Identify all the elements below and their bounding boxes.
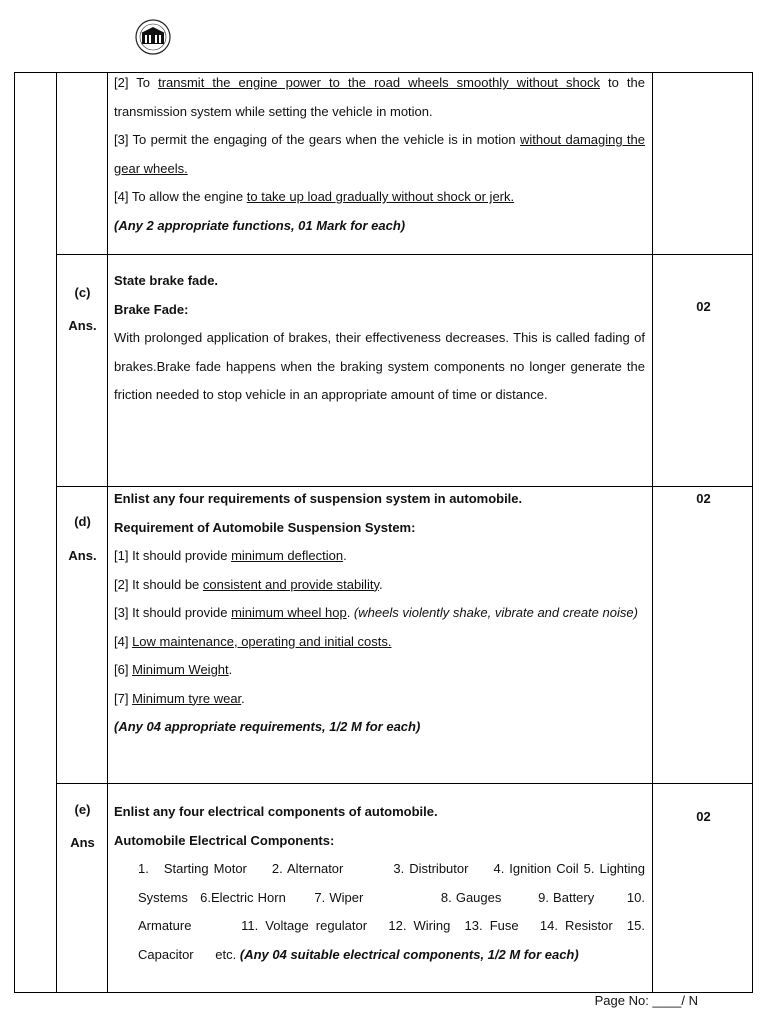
institution-seal-icon (130, 18, 176, 56)
section-c-content (114, 267, 645, 410)
column-divider (652, 73, 653, 992)
marking-note: (Any 04 appropriate requirements, 1/2 M for each) (114, 719, 421, 734)
answer-label: Ans. (68, 318, 97, 333)
row-divider (57, 783, 752, 784)
marks: 02 (696, 809, 711, 824)
question-text: Enlist any four requirements of suspension system in automobile. (114, 491, 523, 506)
marking-note: (Any 2 appropriate functions, 01 Mark for each) (114, 217, 406, 233)
answer-table (14, 72, 753, 993)
question-number: (e) (74, 802, 91, 817)
row-divider (57, 254, 752, 255)
requirement-item: [6] Minimum Weight. (114, 662, 233, 677)
question-text: Enlist any four electrical components of automobile. (114, 804, 438, 819)
answer-heading: Requirement of Automobile Suspension System: (114, 519, 416, 535)
marks: 02 (696, 299, 711, 314)
component-list: 1. Starting Motor 2. Alternator 3. Distributor 4. Ignition Coil 5. Lighting Systems 6.Electric Horn 7. Wiper 8. Gauges 9. Battery 10. Armature 11. Voltage regulator 12. Wiring 13. Fuse 14. Resistor 15. Capacitor etc. (Any 04 suitable electrical components, 1/2 M for each) (138, 861, 645, 962)
section-e-content (114, 798, 645, 969)
section-b-content (114, 69, 645, 240)
requirement-item: [4] Low maintenance, operating and initial costs. (114, 633, 392, 649)
marks: 02 (696, 491, 711, 506)
function-item-3: [3] To permit the engaging of the gears when the vehicle is in motion without damaging the gear wheels. (114, 132, 645, 176)
question-text: State brake fade. (114, 273, 219, 288)
requirement-item: [1] It should provide minimum deflection. (114, 548, 347, 563)
function-item-4: [4] To allow the engine to take up load gradually without shock or jerk. (114, 189, 515, 204)
question-number: (d) (74, 514, 91, 529)
requirement-item: [7] Minimum tyre wear. (114, 690, 245, 706)
section-d-content (114, 485, 645, 742)
function-item-2: [2] To transmit the engine power to the road wheels smoothly without shock to the transmission system while setting the vehicle in motion. (114, 75, 645, 119)
answer-body: With prolonged application of brakes, their effectiveness decreases. This is called fading of brakes.Brake fade happens when the braking system components no longer generate the friction needed to stop vehicle in an appropriate amount of time or distance. (114, 330, 645, 402)
question-number: (c) (74, 285, 91, 300)
requirement-item: [2] It should be consistent and provide stability. (114, 576, 383, 592)
answer-heading: Automobile Electrical Components: (114, 832, 335, 848)
answer-label: Ans. (68, 548, 97, 563)
requirement-item: [3] It should provide minimum wheel hop. (wheels violently shake, vibrate and create noise) (114, 605, 638, 620)
answer-label: Ans (70, 835, 95, 850)
answer-heading: Brake Fade: (114, 301, 189, 317)
page-number: Page No: ____/ N (594, 993, 698, 1008)
